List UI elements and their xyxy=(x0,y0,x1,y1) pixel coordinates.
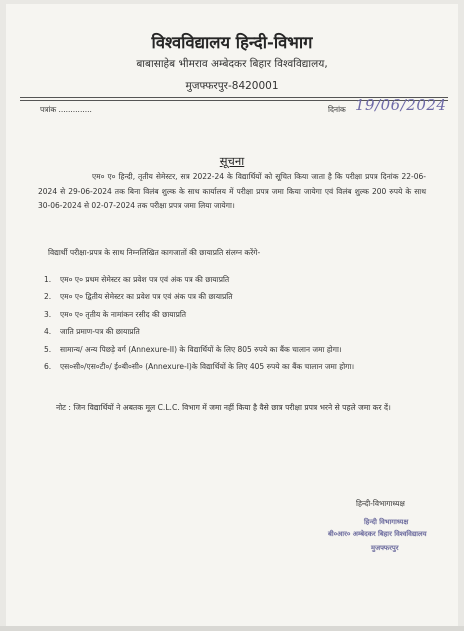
list-item: 1. एम० ए० प्रथम सेमेस्टर का प्रवेश पत्र एवं अंक पत्र की छायाप्रति xyxy=(44,275,230,284)
reference-number-label: पत्रांक .............. xyxy=(40,105,92,114)
university-name: बाबासाहेब भीमराव अम्बेदकर बिहार विश्वविद्यालय, xyxy=(136,58,328,70)
notice-paragraph-2: विद्यार्थी परीक्षा-प्रपत्र के साथ निम्नलिखित कागजातों की छायाप्रति संलग्न करेंगे- xyxy=(48,248,261,257)
department-title: विश्वविद्यालय हिन्दी-विभाग xyxy=(151,33,313,52)
signatory-designation: हिन्दी-विभागाध्यक्ष xyxy=(356,499,405,508)
stamp-line-1: हिन्दी विभागाध्यक्ष xyxy=(364,518,409,526)
department-stamp xyxy=(328,516,464,564)
list-item: 6. एस०सी०/एस०टी०/ ई०बी०सी० (Annexure-I)के विद्यार्थियों के लिए 405 रुपये का बैंक चालान जमा होगा। xyxy=(44,361,355,371)
notice-paragraph-1: एम० ए० हिन्दी, तृतीय सेमेस्टर, सत्र 2022-24 के विद्यार्थियों को सूचित किया जाता है कि परीक्षा प्रपत्र दिनांक 22-06-2024 से 29-06-2024 तक बिना विलंब शुल्क के साथ कार्यालय में परीक्षा प्रपत्र जमा किया जायेगा एवं विलंब शुल्क 200 रुपये के साथ 30-06-2024 से 02-07-2024 तक परीक्षा प्रपत्र जमा लिया जायेगा। xyxy=(38,172,426,210)
list-item: 2. एम० ए० द्वितीय सेमेस्टर का प्रवेश पत्र एवं अंक पत्र की छायाप्रति xyxy=(44,292,233,302)
stamp-line-2: बी०आर० अम्बेदकर बिहार विश्वविद्यालय xyxy=(328,530,427,538)
list-item: 3. एम० ए० तृतीय के नामांकन रसीद की छायाप्रति xyxy=(44,309,187,319)
university-address: मुजफ्फरपुर-8420001 xyxy=(185,80,279,92)
notice-heading: सूचना xyxy=(219,154,245,168)
handwritten-date: 19/06/2024 xyxy=(355,96,447,114)
note-paragraph: नोट : जिन विद्यार्थियों ने अबतक मूल C.L.C. विभाग में जमा नहीं किया है वैसे छात्र परीक्षा प्रपत्र भरने से पहले जमा कर दें। xyxy=(56,403,391,412)
documents-list xyxy=(44,273,428,377)
list-item: 5. सामान्य/ अन्य पिछड़े वर्ग (Annexure-II) के विद्यार्थियों के लिए 805 रुपये का बैंक चालान जमा होगा। xyxy=(44,344,342,354)
stamp-line-3: मुजफ्फरपुर xyxy=(371,544,399,552)
page-edge-shadow xyxy=(0,626,464,631)
notice-document xyxy=(6,4,458,626)
list-item: 4. जाति प्रमाण-पत्र की छायाप्रति xyxy=(44,327,140,337)
date-label: दिनांक xyxy=(328,105,346,114)
